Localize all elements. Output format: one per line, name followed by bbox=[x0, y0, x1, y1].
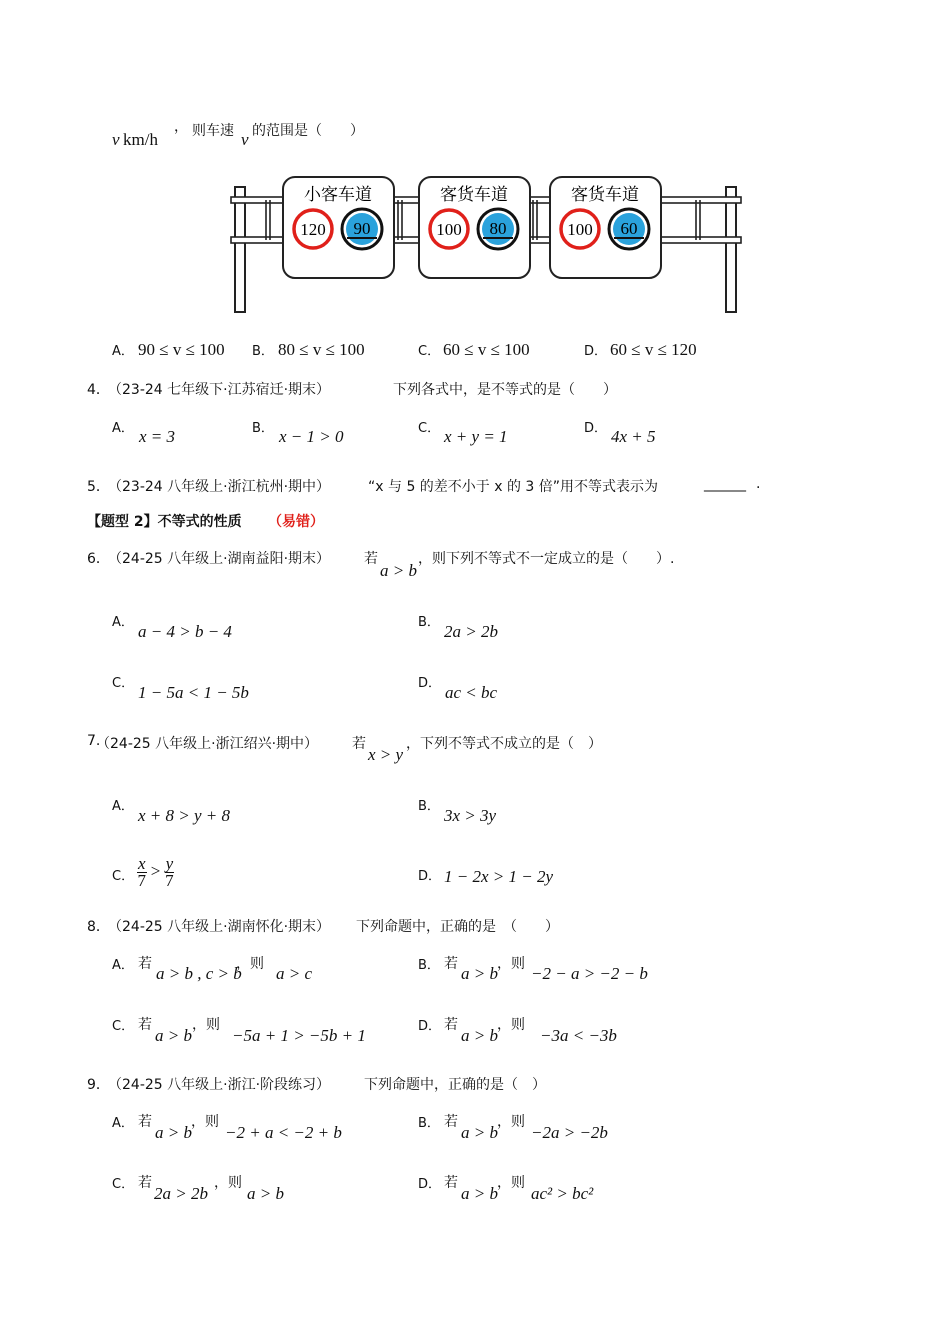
q7-condition: x > y bbox=[368, 745, 404, 764]
q3-option-b-expr: 80 ≤ v ≤ 100 bbox=[278, 340, 365, 359]
sign-3-title: 客货车道 bbox=[571, 185, 639, 205]
q3-option-b-label: B． bbox=[252, 344, 274, 359]
sign-3 bbox=[550, 177, 661, 278]
q6-option-c-label: C． bbox=[112, 676, 135, 691]
q9-option-a-mid: ，则 bbox=[191, 1114, 219, 1130]
q6-option-d-expr: ac < bc bbox=[445, 683, 498, 702]
q3-unit-var: v bbox=[112, 130, 120, 149]
q8-option-b-label: B． bbox=[418, 958, 440, 973]
q8-option-c-cond: a > b bbox=[155, 1026, 192, 1045]
q9-option-d-pre: 若 bbox=[444, 1175, 458, 1191]
q8-option-a-mid: ，则 bbox=[236, 956, 264, 972]
q8-option-c-mid: ，则 bbox=[192, 1017, 220, 1033]
q3-stem bbox=[110, 118, 470, 158]
q8-stem: 下列命题中，正确的是 （ ） bbox=[356, 919, 559, 935]
q8-option-c-concl: −5a + 1 > −5b + 1 bbox=[232, 1026, 366, 1045]
q8-option-c-pre: 若 bbox=[138, 1017, 152, 1033]
q7-option-a-label: A． bbox=[112, 799, 134, 814]
sign-3-max: 60 bbox=[620, 219, 638, 238]
q9-option-d-concl: ac² > bc² bbox=[531, 1184, 594, 1203]
q9-option-d-label: D． bbox=[418, 1177, 442, 1192]
q4-option-c-label: C． bbox=[418, 421, 441, 436]
q7-option-c-label: C． bbox=[112, 869, 135, 884]
q4-option-d-label: D． bbox=[584, 421, 608, 436]
q7-option-b-expr: 3x > 3y bbox=[444, 806, 497, 825]
q7-c-left-den: 7 bbox=[137, 871, 147, 890]
q6-post: ，则下列不等式不一定成立的是（ ）. bbox=[418, 551, 675, 567]
q3-option-c-expr: 60 ≤ v ≤ 100 bbox=[443, 340, 530, 359]
q3-unit: km/h bbox=[123, 130, 158, 149]
q3-comma: ， bbox=[174, 119, 188, 135]
q9-option-b-pre: 若 bbox=[444, 1114, 458, 1130]
q3-option-d-expr: 60 ≤ v ≤ 120 bbox=[610, 340, 697, 359]
q5-end: . bbox=[756, 476, 761, 492]
q8-option-a-cond: a > b , c > b bbox=[156, 964, 242, 983]
q4-option-a-label: A． bbox=[112, 421, 134, 436]
q9-option-b-cond: a > b bbox=[461, 1123, 498, 1142]
q9-option-c-label: C． bbox=[112, 1177, 135, 1192]
q7-post: ，下列不等式不成立的是（ ） bbox=[406, 736, 602, 752]
q7-option-a-expr: x + 8 > y + 8 bbox=[138, 806, 231, 825]
q9-option-b-mid: ，则 bbox=[497, 1114, 525, 1130]
sign-2-title: 客货车道 bbox=[440, 185, 508, 205]
q8-option-a-concl: a > c bbox=[276, 964, 313, 983]
q6-option-b-expr: 2a > 2b bbox=[444, 622, 498, 641]
q5-number: 5． bbox=[87, 479, 110, 495]
q4-option-d-expr: 4x + 5 bbox=[611, 427, 656, 446]
q7-c-left-fraction bbox=[137, 856, 147, 889]
q8-option-d-pre: 若 bbox=[444, 1017, 458, 1033]
q9-option-c-cond: 2a > 2b bbox=[154, 1184, 208, 1203]
q4-option-b-label: B． bbox=[252, 421, 274, 436]
q9-source: （24-25 八年级上·浙江·阶段练习） bbox=[108, 1077, 331, 1093]
q9-option-c-concl: a > b bbox=[247, 1184, 284, 1203]
q7-option-d-expr: 1 − 2x > 1 − 2y bbox=[444, 867, 554, 886]
q6-option-a-label: A． bbox=[112, 615, 134, 630]
q9-option-c-mid: ，则 bbox=[214, 1175, 242, 1191]
section-title: 【题型 2】不等式的性质 bbox=[87, 514, 242, 530]
q9-option-a-concl: −2 + a < −2 + b bbox=[225, 1123, 342, 1142]
q6-condition: a > b bbox=[380, 561, 417, 580]
q7-c-right-den: 7 bbox=[165, 871, 174, 890]
q6-option-a-expr: a − 4 > b − 4 bbox=[138, 622, 232, 641]
right-post bbox=[726, 187, 736, 312]
q3-stem-b: 的范围是（ ） bbox=[252, 123, 364, 139]
q6-option-d-label: D． bbox=[418, 676, 442, 691]
q5-stem: “x 与 5 的差不小于 x 的 3 倍”用不等式表示为 bbox=[368, 479, 659, 495]
q7-c-op: > bbox=[150, 861, 161, 881]
q9-option-d-mid: ，则 bbox=[497, 1175, 525, 1191]
q8-option-d-label: D． bbox=[418, 1019, 442, 1034]
q7-c-left-num: x bbox=[138, 854, 146, 873]
q7-option-b-label: B． bbox=[418, 799, 440, 814]
q7-source: （24-25 八年级上·浙江绍兴·期中） bbox=[96, 736, 319, 752]
q6-option-c-expr: 1 − 5a < 1 − 5b bbox=[138, 683, 249, 702]
q8-option-d-mid: ，则 bbox=[497, 1017, 525, 1033]
q8-option-c-label: C． bbox=[112, 1019, 135, 1034]
q6-option-b-label: B． bbox=[418, 615, 440, 630]
q8-option-a-label: A． bbox=[112, 958, 134, 973]
sign-2 bbox=[419, 177, 530, 278]
q9-option-a-cond: a > b bbox=[155, 1123, 192, 1142]
q8-option-d-cond: a > b bbox=[461, 1026, 498, 1045]
q6-source: （24-25 八年级上·湖南益阳·期末） bbox=[108, 551, 331, 567]
q3-option-a-label: A． bbox=[112, 344, 134, 359]
q9-option-b-label: B． bbox=[418, 1116, 440, 1131]
q9-option-a-label: A． bbox=[112, 1116, 134, 1131]
sign-2-min: 100 bbox=[436, 220, 462, 239]
q7-pre: 若 bbox=[352, 736, 366, 752]
q3-option-a-expr: 90 ≤ v ≤ 100 bbox=[138, 340, 225, 359]
q4-option-a-expr: x = 3 bbox=[139, 427, 176, 446]
q9-stem: 下列命题中，正确的是（ ） bbox=[364, 1077, 546, 1093]
q6-pre: 若 bbox=[364, 551, 378, 567]
q4-stem: 下列各式中，是不等式的是（ ） bbox=[393, 382, 617, 398]
q9-option-a-pre: 若 bbox=[138, 1114, 152, 1130]
q4-source: （23-24 七年级下·江苏宿迁·期末） bbox=[108, 382, 331, 398]
sign-1 bbox=[283, 177, 394, 278]
q3-stem-a: 则车速 bbox=[192, 123, 234, 139]
sign-1-title: 小客车道 bbox=[304, 185, 372, 205]
q9-option-b-concl: −2a > −2b bbox=[531, 1123, 608, 1142]
q4-number: 4． bbox=[87, 382, 110, 398]
q3-option-c-label: C． bbox=[418, 344, 441, 359]
sign-3-min: 100 bbox=[567, 220, 593, 239]
q9-number: 9． bbox=[87, 1077, 110, 1093]
q8-number: 8． bbox=[87, 919, 110, 935]
q6-number: 6． bbox=[87, 551, 110, 567]
section-tag: （易错） bbox=[268, 514, 324, 530]
q9-option-c-pre: 若 bbox=[138, 1175, 152, 1191]
q8-option-a-pre: 若 bbox=[138, 956, 152, 972]
left-post bbox=[235, 187, 245, 312]
q4-option-c-expr: x + y = 1 bbox=[444, 427, 508, 446]
q8-option-b-pre: 若 bbox=[444, 956, 458, 972]
q5-answer-blank[interactable]: ______ bbox=[704, 476, 746, 492]
q9-option-d-cond: a > b bbox=[461, 1184, 498, 1203]
q7-c-right-num: y bbox=[165, 854, 174, 873]
q8-option-b-mid: ，则 bbox=[497, 956, 525, 972]
q7-c-right-fraction bbox=[165, 856, 175, 889]
sign-1-min: 120 bbox=[300, 220, 326, 239]
q7-number: 7. bbox=[87, 733, 101, 749]
q7-option-d-label: D． bbox=[418, 869, 442, 884]
q8-source: （24-25 八年级上·湖南怀化·期末） bbox=[108, 919, 331, 935]
q7-option-c-expr bbox=[137, 856, 174, 889]
q4-option-b-expr: x − 1 > 0 bbox=[279, 427, 344, 446]
speed-limit-signs-figure bbox=[228, 172, 748, 317]
q3-option-d-label: D． bbox=[584, 344, 608, 359]
sign-1-max: 90 bbox=[353, 219, 371, 238]
sign-2-max: 80 bbox=[489, 219, 507, 238]
q3-var-v: v bbox=[241, 130, 249, 149]
q8-option-d-concl: −3a < −3b bbox=[540, 1026, 617, 1045]
q5-source: （23-24 八年级上·浙江杭州·期中） bbox=[108, 479, 331, 495]
q8-option-b-cond: a > b bbox=[461, 964, 498, 983]
q8-option-b-concl: −2 − a > −2 − b bbox=[531, 964, 648, 983]
